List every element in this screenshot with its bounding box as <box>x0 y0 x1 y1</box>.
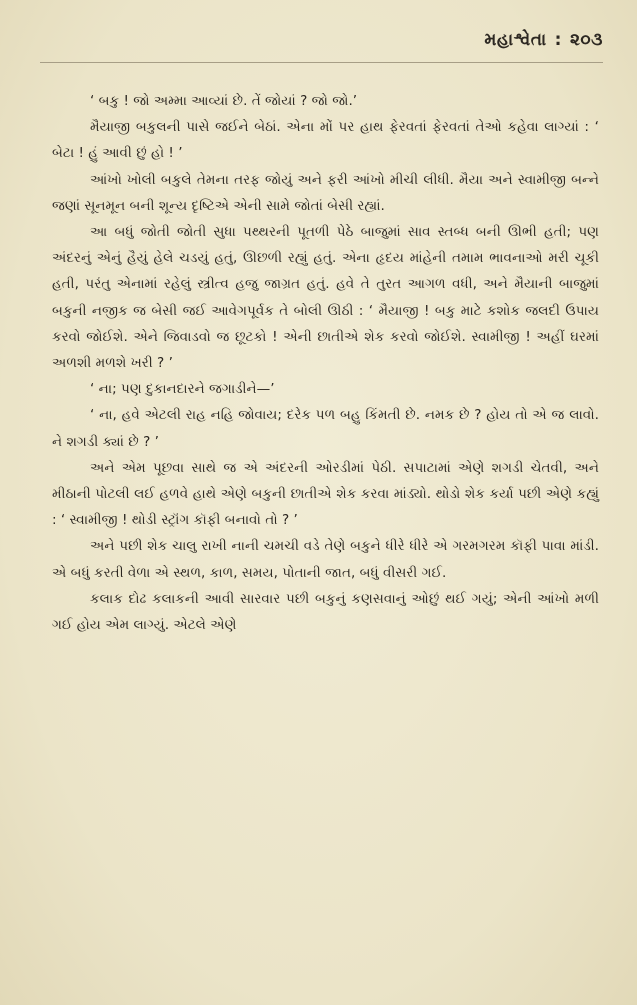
page-number: ૨૦૩ <box>569 30 603 50</box>
paragraph: મૈયાજી બકુલની પાસે જઈને બેઠાં. એના મોં પર હાથ ફેરવતાં ફેરવતાં તેઓ કહેવા લાગ્યાં : ‘ બેટા ! હું આવી છું હો ! ’ <box>52 119 599 162</box>
paragraph: કલાક દોઢ કલાકની આવી સારવાર પછી બકુનું કણસવાનું ઓછું થઈ ગયું; એની આંખો મળી ગઈ હોય એમ લાગ્યું. એટલે એણે <box>52 590 599 634</box>
paragraph: આ બધું જોતી જોતી સુધા પથ્થરની પૂતળી પેઠે બાજુમાં સાવ સ્તબ્ધ બની ઊભી હતી; પણ અંદરનું એનું હૈયું હેલે ચડયું હતું, ઊછળી રહ્યું હતું. એના હૃદય માંહેની તમામ ભાવનાઓ મરી ચૂકી હતી, પરંતુ એનામાં રહેલું સ્ત્રીત્વ હજુ જાગ્રત હતું. હવે તે તુરત આગળ વધી, અને મૈયાની બાજુમાં બકુની નજીક જ બેસી જઈ આવેગપૂર્વક તે બોલી ઊઠી : ‘ મૈયાજી ! બકુ માટે કશોક જલદી ઉપાય કરવો જોઈશે. એને જિવાડવો જ છૂટકો ! એની છાતીએ શેક કરવો જોઈશે. સ્વામીજી ! અહીં ઘરમાં અળશી મળશે ખરી ? ’ <box>52 224 599 372</box>
paragraph: ‘ ના, હવે એટલી રાહ નહિ જોવાય; દરેક પળ બહુ કિંમતી છે. નમક છે ? હોય તો એ જ લાવો. ને શગડી ક્યાં છે ? ’ <box>52 407 599 450</box>
paragraph: ‘ બકુ ! જો અમ્મા આવ્યાં છે. તેં જોયાં ? જો જો.’ <box>90 93 358 109</box>
header-rule <box>40 62 603 63</box>
body-text <box>52 88 599 638</box>
paragraph: અને એમ પૂછવા સાથે જ એ અંદરની ઓરડીમાં પેઠી. સપાટામાં એણે શગડી ચેતવી, અને મીઠાની પોટલી લઈ હળવે હાથે એણે બકુની છાતીએ શેક કરવા માંડ્યો. થોડો શેક કર્યા પછી એણે કહ્યું : ‘ સ્વામીજી ! થોડી સ્ટ્રૉંગ કૉફી બનાવો તો ? ’ <box>52 459 599 529</box>
header-separator: : <box>554 30 562 50</box>
running-title: મહાશ્વેતા <box>484 30 547 50</box>
paragraph: આંખો ખોલી બકુલે તેમના તરફ જોયું અને ફરી આંખો મીચી લીધી. મૈયા અને સ્વામીજી બન્ને જણાં સૂનમૂન બની શૂન્ય દૃષ્ટિએ એની સામે જોતાં બેસી રહ્યાં. <box>52 171 599 214</box>
paragraph: ‘ ના; પણ દુકાનદારને જગાડીને—’ <box>90 381 275 398</box>
paragraph: અને પછી શેક ચાલુ રાખી નાની ચમચી વડે તેણે બકુને ધીરે ધીરે એ ગરમગરમ કૉફી પાવા માંડી. એ બધું કરતી વેળા એ સ્થળ, કાળ, સમય, પોતાની જાત, બધું વીસરી ગઈ. <box>52 538 599 581</box>
running-header <box>484 30 603 50</box>
